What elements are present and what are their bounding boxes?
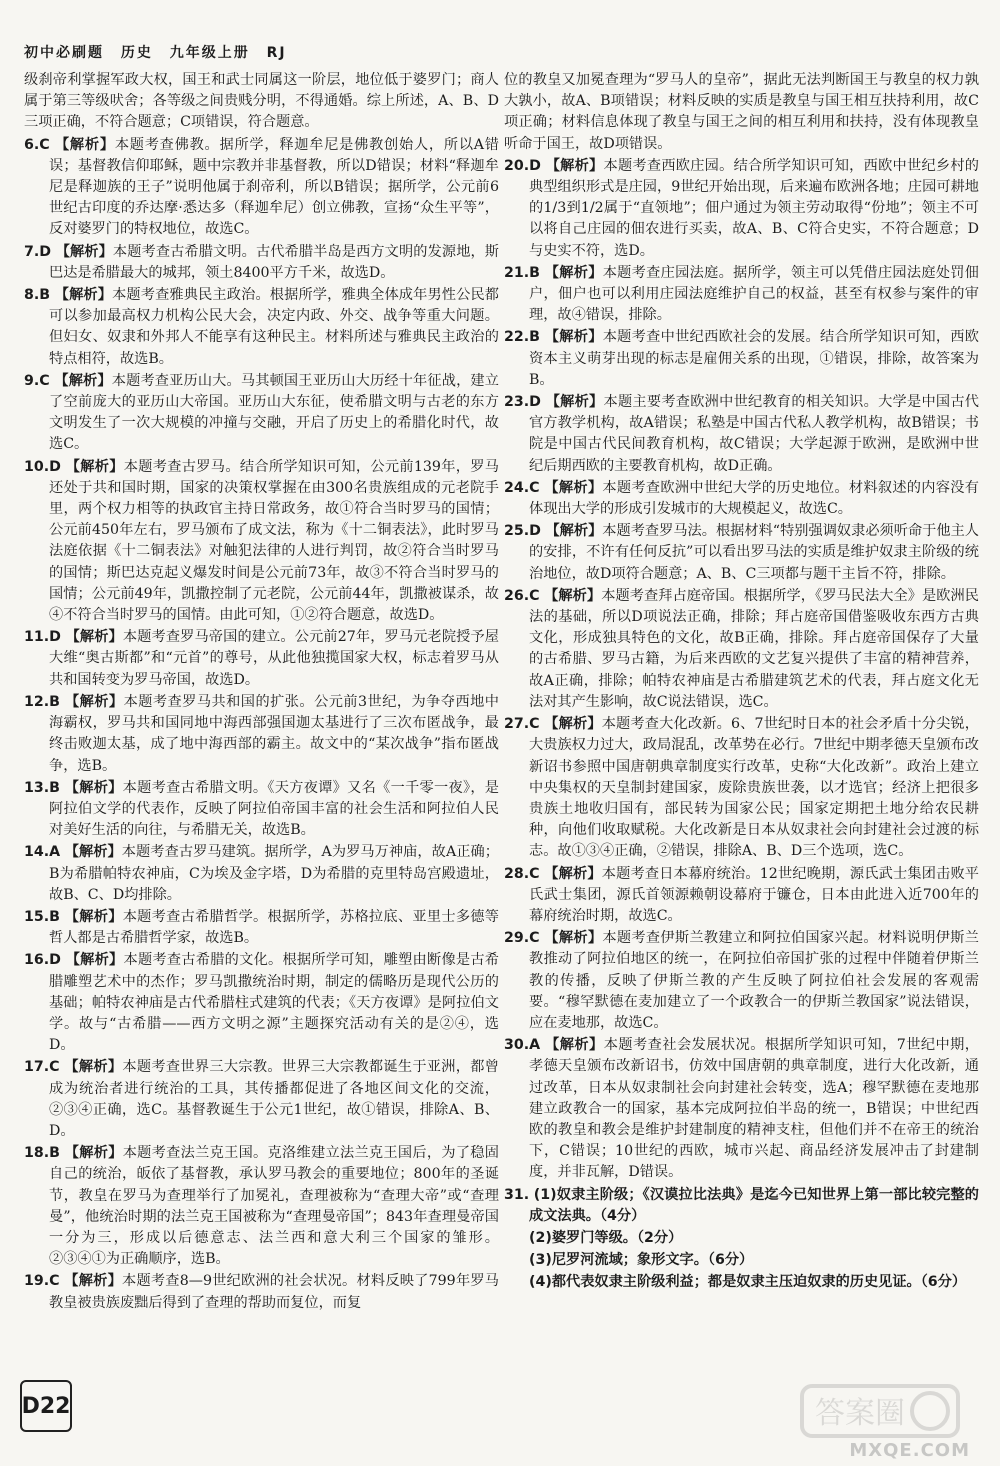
- analysis-text: 本题考查古罗马。结合所学知识可知，公元前139年，罗马还处于共和国时期，国家的决策权掌握在由300名贵族组成的元老院手里，两个权力相等的执政官主持日常政务，故①符合当时罗马的国情；公元前450年左右，罗马颁布了成文法，称为《十二铜表法》，此时罗马法庭依据《十二铜表法》对触犯法律的人进行判罚，故②符合当时罗马的国情；斯巴达克起义爆发时间是公元前73年，故③不符合当时罗马的国情；公元前49年，凯撒控制了元老院，公元前44年，凯撒被谋杀，故④不符合当时罗马的国情。由此可知，①②符合题意，故选D。: [49, 458, 499, 624]
- answer-entry: [504, 156, 979, 262]
- answer-entry: [24, 692, 499, 777]
- grade: 九年级上册: [169, 45, 250, 61]
- answer-entry: [504, 327, 979, 391]
- answer-entry: [24, 950, 499, 1056]
- analysis-text: 本题考查亚历山大。马其顿国王亚历山大历经十年征战，建立了空前庞大的亚历山大帝国。亚历山大东征，使希腊文明与古老的东方文明发生了一次大规模的冲撞与交融，开启了历史上的希腊化时代，故选C。: [49, 372, 499, 453]
- analysis-tag: 【解析】: [545, 394, 604, 411]
- analysis-text: 本题考查古希腊文明。古代希腊半岛是西方文明的发源地，斯巴达是希腊最大的城邦，领土8400平方千米，故选D。: [49, 243, 499, 281]
- answer-number: 27.C: [504, 716, 540, 733]
- left-intro: 级刹帝利掌握军政大权，国王和武士同属这一阶层，地位低于婆罗门；商人属于第三等级吠舍；各等级之间贵贱分明，不得通婚。综上所述，A、B、D三项正确，不符合题意；C项错误，符合题意。: [24, 72, 499, 131]
- answer-number: 14.A: [24, 844, 61, 861]
- analysis-text: 本题考查佛教。据所学，释迦牟尼是佛教创始人，所以A错误；基督教信仰耶稣，题中宗教并非基督教，所以D错误；材料“释迦牟尼是释迦族的王子”说明他属于刹帝利，所以B错误；据所学，公元前6世纪古印度的乔达摩·悉达多（释迦牟尼）创立佛教，宣扬“众生平等”，反对婆罗门的特权地位，故选C。: [49, 136, 499, 238]
- analysis-tag: 【解析】: [64, 1273, 123, 1290]
- answer-number: 8.B: [24, 287, 51, 304]
- answer-number: 31.: [504, 1186, 530, 1203]
- analysis-tag: 【解析】: [544, 264, 603, 281]
- answer-number: 21.B: [504, 264, 540, 281]
- analysis-tag: 【解析】: [65, 952, 124, 969]
- analysis-tag: 【解析】: [544, 329, 603, 346]
- answer-number: 19.C: [24, 1273, 60, 1290]
- running-header: [24, 42, 297, 62]
- answer-number: 7.D: [24, 243, 52, 260]
- answer-entry: [504, 1035, 979, 1183]
- answer-number: 30.A: [504, 1037, 541, 1054]
- answer-entry: [24, 457, 499, 627]
- analysis-text: 本题考查伊斯兰教建立和阿拉伯国家兴起。材料说明伊斯兰教推动了阿拉伯地区的统一，在阿拉伯帝国扩张的过程中伴随着伊斯兰教的传播，反映了伊斯兰教的产生反映了阿拉伯社会发展的客观需要。“穆罕默德在麦加建立了一个政教合一的伊斯兰教国家”说法错误，应在麦地那，故选C。: [529, 930, 979, 1031]
- answer-entry: [24, 242, 499, 284]
- analysis-text: 本题考查古罗马建筑。据所学，A为罗马万神庙，故A正确；B为希腊帕特农神庙，C为埃及金字塔，D为希腊的克里特岛宫殿遗址，故B、C、D均排除。: [49, 844, 499, 903]
- analysis-tag: 【解析】: [54, 287, 113, 304]
- answer-number: 13.B: [24, 779, 60, 796]
- q31-answer-line: [504, 1272, 979, 1293]
- answer-number: 15.B: [24, 908, 60, 925]
- answer-entry: [24, 135, 499, 241]
- analysis-text: 本题考查世界三大宗教。世界三大宗教都诞生于亚洲，都曾成为统治者进行统治的工具，其传播都促进了各地区间文化的交流，②③④正确，选C。基督教诞生于公元1世纪，故①错误，排除A、B、D。: [49, 1059, 499, 1139]
- answer-number: 10.D: [24, 458, 61, 475]
- analysis-text: 本题考查法兰克王国。克洛维建立法兰克王国后，为了稳固自己的统治，皈依了基督教，承认罗马教会的重要地位；800年的圣诞节，教皇在罗马为查理举行了加冕礼，查理被称为“查理大帝”或“查理曼”，他统治时期的法兰克王国被称为“查理曼帝国”；843年查理曼帝国一分为三，形成以后德意志、法兰西和意大利三个国家的雏形。②③④①为正确顺序，选B。: [49, 1145, 499, 1268]
- analysis-text: 本题主要考查欧洲中世纪教育的相关知识。大学是中国古代官方教学机构，故A错误；私塾是中国古代私人教学机构，故B错误；书院是中国古代民间教育机构，故C错误；大学起源于欧洲，是欧洲中世纪后期西欧的主要教育机构，故D正确。: [529, 394, 979, 474]
- watermark-logo-text: 答案圈: [815, 1396, 905, 1431]
- analysis-tag: 【解析】: [545, 523, 603, 540]
- answer-entry: [504, 714, 979, 862]
- q31-answer-line: [504, 1250, 979, 1271]
- answer-entry: [504, 478, 979, 520]
- analysis-tag: 【解析】: [54, 136, 115, 153]
- analysis-text: 本题考查庄园法庭。据所学，领主可以凭借庄园法庭处罚佃户，佃户也可以利用庄园法庭维护自己的权益，甚至有权参与案件的审理，故④错误，排除。: [529, 264, 979, 324]
- right-column: [504, 70, 979, 1295]
- analysis-text: 本题考查社会发展状况。根据所学知识可知，7世纪中期，孝德天皇颁布改新诏书，仿效中国唐朝的典章制度，进行大化改新，通过改革，日本从奴隶制社会向封建社会转变，选A；穆罕默德在麦地那建立政教合一的国家，基本完成阿拉伯半岛的统一，B错误；中世纪西欧的教皇和教会是维护封建制度的精神支柱，但他们并不在帝王的统治下，C错误；10世纪的西欧，城市兴起、商品经济发展冲击了封建制度，并非瓦解，D错误。: [529, 1037, 979, 1181]
- page-number: D22: [20, 1380, 72, 1432]
- analysis-tag: 【解析】: [55, 243, 113, 260]
- answer-text: (1)奴隶主阶级；《汉谟拉比法典》是迄今已知世界上第一部比较完整的成文法典。（4分）: [529, 1186, 979, 1224]
- right-intro: 位的教皇又加冕查理为“罗马人的皇帝”，据此无法判断国王与教皇的权力孰大孰小，故A、B项错误；材料反映的实质是教皇与国王相互扶持利用，故C项正确；材料信息体现了教皇与国王之间的相互利用和扶持，没有体现教皇听命于国王，故D项错误。: [504, 72, 979, 152]
- question-31-answers: [504, 1185, 979, 1294]
- q31-answer-line: [504, 1228, 979, 1249]
- analysis-tag: 【解析】: [544, 479, 603, 496]
- answer-number: 6.C: [24, 136, 50, 153]
- analysis-text: 本题考查雅典民主政治。根据所学，雅典全体成年男性公民都可以参加最高权力机构公民大会，决定内政、外交、战争等重大问题。但妇女、奴隶和外邦人不能享有这种民主。材料所述与雅典民主政治的特点相符，故选B。: [49, 287, 499, 367]
- answer-number: 18.B: [24, 1145, 60, 1162]
- answer-number: 24.C: [504, 479, 540, 496]
- answer-entry: [504, 586, 979, 713]
- answer-entry: [24, 285, 499, 370]
- analysis-tag: 【解析】: [64, 1145, 123, 1162]
- answer-number: 28.C: [504, 865, 540, 882]
- analysis-tag: 【解析】: [64, 693, 124, 710]
- answer-text: (3)尼罗河流域；象形文字。（6分）: [529, 1252, 754, 1269]
- answer-entry: [504, 392, 979, 477]
- answer-number: 9.C: [24, 372, 50, 389]
- answer-text: (4)都代表奴隶主阶级利益；都是奴隶主压迫奴隶的历史见证。（6分）: [529, 1274, 967, 1291]
- subject: 历史: [120, 45, 153, 61]
- analysis-text: 本题考查西欧庄园。结合所学知识可知，西欧中世纪乡村的典型组织形式是庄园，9世纪开始出现，后来遍布欧洲各地；庄园可耕地的1/3到1/2属于“直领地”；佃户通过为领主劳动取得“份地”；领主不可以将自己庄园的佃农进行买卖，故A、B、C符合史实，不符合题意；D与史实不符，选D。: [529, 157, 979, 259]
- analysis-text: 本题考查古希腊的文化。根据所学可知，雕塑由断像是古希腊雕塑艺术中的杰作；罗马凯撒统治时期，制定的儒略历是现代公历的基础；帕特农神庙是古代希腊柱式建筑的代表；《天方夜谭》是阿拉伯文学。故与“古希腊——西方文明之源”主题探究活动有关的是②④，选D。: [49, 952, 499, 1054]
- answer-entry: [504, 521, 979, 585]
- analysis-text: 本题考查罗马法。根据材料“特别强调奴隶必须听命于他主人的安排，不许有任何反抗”可以看出罗马法的实质是维护奴隶主阶级的统治地位，故D项符合题意；A、B、C三项都与题干主旨不符，排除。: [529, 523, 979, 582]
- answer-number: 16.D: [24, 952, 61, 969]
- analysis-text: 本题考查古希腊文明。《天方夜谭》又名《一千零一夜》，是阿拉伯文学的代表作，反映了阿拉伯帝国丰富的社会生活和阿拉伯人民对美好生活的向往，与希腊无关，故选B。: [49, 779, 499, 839]
- analysis-tag: 【解析】: [544, 716, 602, 733]
- analysis-tag: 【解析】: [545, 157, 604, 174]
- analysis-tag: 【解析】: [544, 930, 603, 947]
- analysis-tag: 【解析】: [64, 908, 123, 925]
- book-title: 初中必刷题: [24, 45, 104, 61]
- answer-entry: [504, 263, 979, 327]
- answer-entry: [24, 1143, 499, 1270]
- analysis-tag: 【解析】: [545, 1037, 604, 1054]
- answer-entry: [24, 907, 499, 949]
- analysis-tag: 【解析】: [65, 629, 123, 646]
- analysis-text: 本题考查日本幕府统治。12世纪晚期，源氏武士集团击败平氏武士集团，源氏首领源赖朝设幕府于镰仓，日本由此进入近700年的幕府统治时期，故选C。: [529, 865, 979, 924]
- answer-number: 17.C: [24, 1059, 60, 1076]
- analysis-tag: 【解析】: [544, 587, 602, 604]
- answer-number: 29.C: [504, 930, 540, 947]
- answer-text: (2)婆罗门等级。（2分）: [529, 1229, 683, 1246]
- left-entries: [24, 135, 499, 1314]
- left-column: [24, 70, 499, 1315]
- answer-entry: [24, 1057, 499, 1142]
- analysis-text: 本题考查罗马帝国的建立。公元前27年，罗马元老院授予屋大维“奥古斯都”和“元首”的尊号，从此他独揽国家大权，标志着罗马从共和国转变为罗马帝国，故选D。: [49, 629, 499, 688]
- analysis-text: 本题考查古希腊哲学。根据所学，苏格拉底、亚里士多德等哲人都是古希腊哲学家，故选B。: [49, 908, 499, 947]
- answer-number: 22.B: [504, 329, 540, 346]
- answer-entry: [504, 928, 979, 1034]
- analysis-text: 本题考查欧洲中世纪大学的历史地位。材料叙述的内容没有体现出大学的形成引发城市的大规模起义，故选C。: [529, 479, 979, 518]
- analysis-tag: 【解析】: [64, 1059, 123, 1076]
- edition: RJ: [266, 45, 287, 61]
- q31-answer-line: [504, 1185, 979, 1227]
- watermark-text: MXQE.COM: [849, 1440, 970, 1461]
- answer-entry: [24, 1271, 499, 1313]
- answer-entry: [24, 627, 499, 691]
- answer-entry: [504, 864, 979, 928]
- analysis-text: 本题考查8—9世纪欧洲的社会状况。材料反映了799年罗马教皇被贵族废黜后得到了查理的帮助而复位，而复: [49, 1273, 499, 1311]
- answer-number: 26.C: [504, 587, 540, 604]
- answer-number: 23.D: [504, 394, 541, 411]
- analysis-text: 本题考查中世纪西欧社会的发展。结合所学知识可知，西欧资本主义萌芽出现的标志是雇佣关系的出现，①错误，排除，故答案为B。: [529, 329, 979, 388]
- right-entries: [504, 156, 979, 1184]
- analysis-tag: 【解析】: [64, 779, 123, 796]
- answer-entry: [24, 371, 499, 456]
- analysis-text: 本题考查拜占庭帝国。根据所学，《罗马民法大全》是欧洲民法的基础，所以D项说法正确，排除；拜占庭帝国借鉴吸收东西方古典文化，形成独具特色的文化，故B正确，排除。拜占庭帝国保存了大量的古希腊、罗马古籍，为后来西欧的文艺复兴提供了丰富的精神营养，故A正确，排除；帕特农神庙是古希腊建筑艺术的代表，拜占庭文化无法对其产生影响，故C说法错误，选C。: [529, 587, 979, 710]
- answer-entry: [24, 778, 499, 842]
- answer-number: 11.D: [24, 629, 61, 646]
- analysis-tag: 【解析】: [544, 865, 602, 882]
- analysis-tag: 【解析】: [64, 844, 122, 861]
- answer-number: 12.B: [24, 693, 60, 710]
- answer-number: 20.D: [504, 157, 541, 174]
- analysis-text: 本题考查罗马共和国的扩张。公元前3世纪，为争夺西地中海霸权，罗马共和国同地中海西部强国迦太基进行了三次布匿战争，最终击败迦太基，成了地中海西部的霸主。故文中的“某次战争”指布匿战争，选B。: [49, 693, 499, 774]
- analysis-tag: 【解析】: [54, 372, 112, 389]
- answer-entry: [24, 842, 499, 906]
- analysis-text: 本题考查大化改新。6、7世纪时日本的社会矛盾十分尖锐，大贵族权力过大，政局混乱，改革势在必行。7世纪中期孝德天皇颁布改新诏书参照中国唐朝典章制度实行改革，史称“大化改新”。政治上建立中央集权的天皇制封建国家，废除贵族世袭，以才选官；经济上把很多贵族土地收归国有，部民转为国家公民；国家定期把土地分给农民耕种，向他们收取赋税。大化改新是日本从奴隶社会向封建社会过渡的标志。故①③④正确，②错误，排除A、B、D三个选项，选C。: [529, 716, 979, 860]
- answer-number: 25.D: [504, 523, 541, 540]
- analysis-tag: 【解析】: [65, 458, 124, 475]
